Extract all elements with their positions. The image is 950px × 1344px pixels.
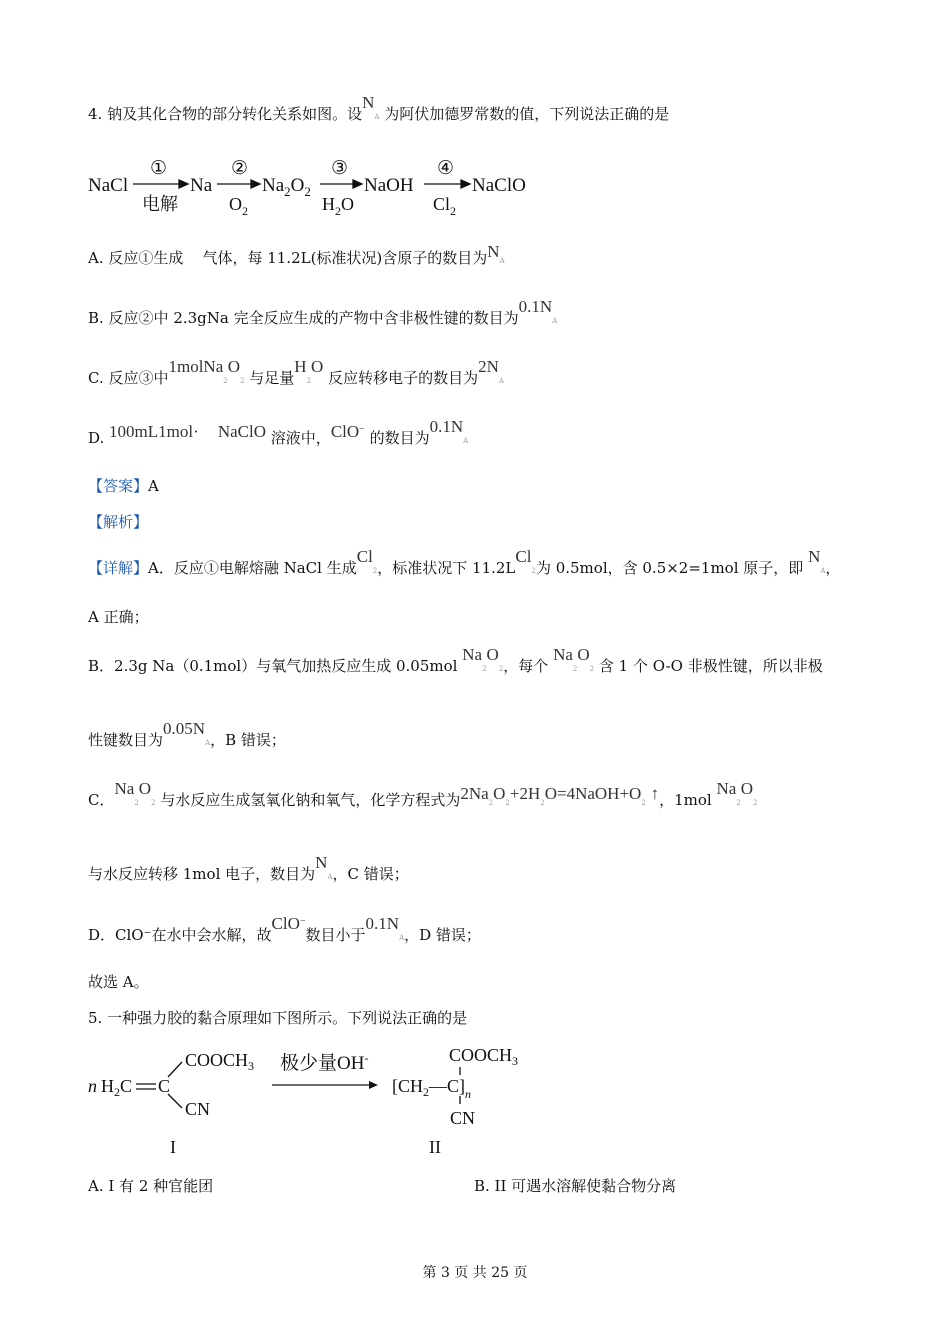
answer-line: 【答案】A: [88, 477, 159, 495]
cond-cl2: $Cl_2$: [433, 194, 457, 218]
monomer-h2c: $H_2C$: [101, 1076, 133, 1099]
q5-stem: 5. 一种强力胶的黏合原理如下图所示。下列说法正确的是: [88, 1009, 468, 1027]
conversion-scheme: [86, 150, 546, 220]
cond-electrolysis: 电解: [142, 194, 178, 214]
species-naoh: NaOH: [364, 175, 414, 196]
monomer-cooch3: $COOCH_3$: [185, 1050, 255, 1073]
cond-o2: $O_2$: [229, 194, 248, 218]
step-1-label: ①: [150, 158, 168, 179]
label-ii: II: [429, 1137, 441, 1157]
q5-option-b: B. II 可遇水溶解使黏合物分离: [474, 1177, 677, 1195]
bond-up: [168, 1062, 182, 1077]
q4-option-b: B. 反应②中 2.3gNa 完全反应生成的产物中含非极性键的数目为0.1NA: [88, 297, 558, 327]
q5-option-a: A. I 有 2 种官能团: [88, 1177, 214, 1195]
product-cooch3: $COOCH_3$: [449, 1045, 519, 1068]
monomer-n: n: [88, 1076, 97, 1096]
step-2-label: ②: [231, 158, 249, 179]
product-cn: CN: [450, 1108, 476, 1128]
monomer-cn: CN: [185, 1099, 211, 1119]
species-na2o2: $Na_2O_2$: [262, 175, 311, 199]
analysis-label: 【解析】: [88, 513, 149, 531]
step-3-label: ③: [331, 158, 349, 179]
label-i: I: [170, 1137, 176, 1157]
q4-option-d: D. 100mL1mol· NaClO 溶液中，ClO− 的数目为0.1NA: [88, 417, 469, 447]
detail-a: 【详解】A．反应①电解熔融 NaCl 生成Cl2，标准状况下 11.2LCl2为 0.5mol，含 0.5×2=1mol 原子，即 NA，: [88, 547, 841, 577]
detail-b-cont: 性键数目为0.05NA，B 错误；: [88, 719, 286, 749]
formula-na: N: [362, 93, 375, 112]
monomer-c: C: [158, 1076, 171, 1096]
species-nacl: NaCl: [88, 175, 129, 196]
cond-h2o: $H_2O$: [322, 194, 354, 218]
catalyst-label: 极少量OH-: [280, 1051, 369, 1074]
bond-down: [168, 1094, 182, 1108]
species-na: Na: [190, 175, 213, 196]
detail-b: B．2.3g Na（0.1mol）与氧气加热反应生成 0.05mol Na2O2，每个 Na2O2 含 1 个 O-O 非极性键，所以非极: [88, 645, 823, 675]
q4-stem: 4. 钠及其化合物的部分转化关系如图。设NA 为阿伏加德罗常数的值，下列说法正确的是: [88, 93, 670, 123]
detail-c: C．Na2O2 与水反应生成氢氧化钠和氧气，化学方程式为2Na2O2+2H2O=4NaOH+O2 ↑，1mol Na2O2: [88, 779, 758, 809]
page-footer: 第 3 页 共 25 页: [422, 1265, 528, 1281]
detail-a-cont: A 正确；: [88, 608, 149, 626]
step-4-label: ④: [437, 158, 455, 179]
species-naclo: NaClO: [472, 175, 526, 196]
q4-option-a: A. 反应①生成 气体，每 11.2L(标准状况)含原子的数目为NA: [88, 242, 505, 267]
product-chain: $[CH_2—C]_n$: [392, 1076, 472, 1101]
detail-c-cont: 与水反应转移 1mol 电子，数目为NA，C 错误；: [88, 853, 409, 883]
conclusion: 故选 A。: [88, 973, 149, 991]
detail-d: D．ClO⁻在水中会水解，故ClO−数目小于0.1NA，D 错误；: [88, 914, 481, 944]
q4-option-c: C. 反应③中1molNa2O2 与足量H2O 反应转移电子的数目为2NA: [88, 357, 504, 387]
polymerization-scheme: [86, 1040, 546, 1160]
